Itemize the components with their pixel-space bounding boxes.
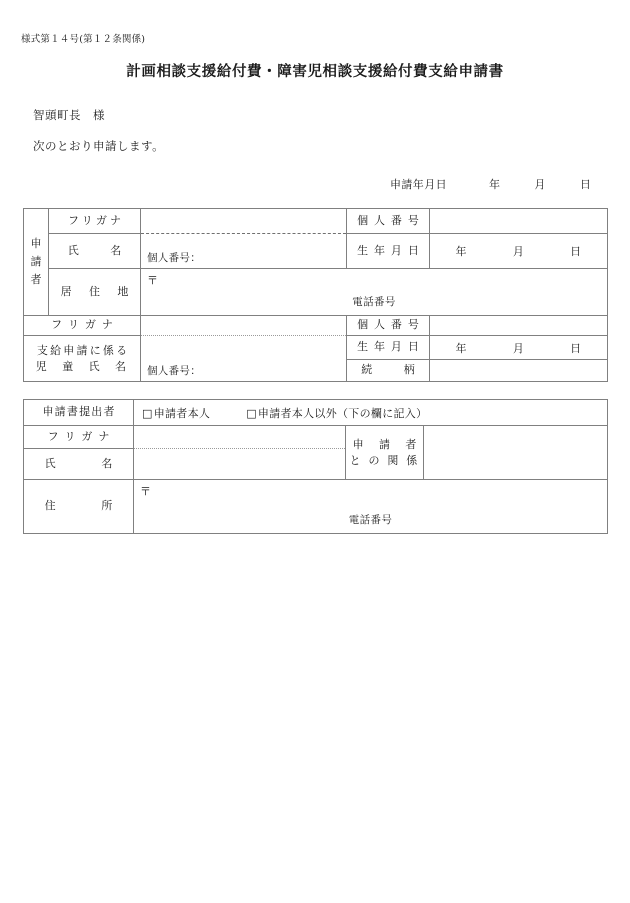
- submitter-relation-label-line1: 申 請 者: [352, 437, 419, 451]
- submitter-address-label-cell: [24, 480, 134, 534]
- submitter-option-other[interactable]: [246, 407, 427, 420]
- applicant-furigana-divider: [141, 233, 346, 234]
- applicant-my-number-value-cell[interactable]: [430, 209, 608, 234]
- application-date-month: 月: [534, 178, 546, 191]
- applicant-my-number-label: 個 人 番 号: [357, 213, 421, 227]
- applicant-section-label: 申 請 者: [30, 236, 42, 287]
- checkbox-icon[interactable]: □: [246, 406, 257, 420]
- child-my-number-label-cell: [347, 316, 430, 336]
- child-birthdate-ymd: [430, 340, 607, 356]
- applicant-birth-month: 月: [512, 245, 525, 258]
- submitter-options: [142, 405, 427, 421]
- applicant-birthdate-ymd: [430, 243, 607, 259]
- child-my-number-label: 個 人 番 号: [357, 318, 421, 332]
- page-title: 計画相談支援給付費・障害児相談支援給付費支給申請書: [126, 63, 504, 80]
- applicant-residence-value-cell[interactable]: [141, 269, 608, 316]
- submitter-relation-label-cell: [346, 426, 424, 480]
- submitter-relation-value-cell[interactable]: [424, 426, 608, 480]
- applicant-name-value-cell[interactable]: [141, 209, 347, 269]
- child-relation-label-cell: [347, 360, 430, 382]
- applicant-birth-day: 日: [570, 245, 582, 258]
- table-row: [24, 480, 608, 534]
- applicant-birthdate-label-cell: [347, 234, 430, 269]
- submitter-address-label: 住 所: [44, 499, 116, 513]
- applicant-name-label-cell: [49, 234, 141, 269]
- child-birth-month: 月: [512, 341, 525, 355]
- child-relation-value-cell[interactable]: [430, 360, 608, 382]
- submitter-furigana-label: フ リ ガ ナ: [47, 429, 111, 443]
- applicant-section-label-cell: [24, 209, 49, 316]
- table-row: [24, 269, 608, 316]
- applicant-furigana-label-cell: [49, 209, 141, 234]
- applicant-birthdate-value-cell[interactable]: [430, 234, 608, 269]
- application-date-label: 申請年月日: [390, 178, 447, 191]
- applicant-birth-year: 年: [455, 245, 467, 258]
- lead-sentence: 次のとおり申請します。: [33, 139, 165, 153]
- child-birthdate-label-cell: [347, 336, 430, 360]
- applicant-furigana-label: フリガナ: [67, 213, 125, 227]
- applicant-my-number-inline-label: 個人番号：: [147, 252, 201, 264]
- submitter-label: 申請書提出者: [42, 405, 116, 419]
- application-date-line: [390, 176, 591, 192]
- submitter-name-value-cell[interactable]: [134, 426, 346, 480]
- submitter-options-cell: [134, 400, 608, 426]
- application-date-year: 年: [489, 178, 501, 191]
- submitter-name-label-cell: [24, 449, 134, 480]
- child-name-label-line1: 支給申請に係る: [36, 343, 130, 357]
- submitter-furigana-label-cell: [24, 426, 134, 449]
- submitter-address-value-cell[interactable]: [134, 480, 608, 534]
- applicant-residence-label-cell: [49, 269, 141, 316]
- child-birthdate-label: 生 年 月 日: [357, 340, 421, 354]
- applicant-postal-mark: 〒: [147, 274, 159, 287]
- checkbox-icon[interactable]: □: [142, 406, 153, 420]
- form-number: 様式第１４号(第１２条関係): [21, 34, 146, 45]
- child-furigana-label: フ リ ガ ナ: [51, 318, 115, 332]
- table-row: [24, 426, 608, 449]
- applicant-phone-label: 電話番号: [352, 296, 396, 308]
- submitter-option-other-label: 申請者本人以外（下の欄に記入）: [257, 406, 428, 420]
- submitter-relation-label-line2: と の 関 係: [349, 453, 420, 467]
- submitter-furigana-divider: [134, 448, 345, 449]
- child-furigana-label-cell: [24, 316, 141, 336]
- table-row: [24, 400, 608, 426]
- child-birth-day: 日: [570, 341, 582, 355]
- applicant-name-label: 氏 名: [67, 243, 125, 257]
- submitter-label-cell: [24, 400, 134, 426]
- applicant-child-table: [23, 208, 608, 382]
- applicant-birthdate-label: 生 年 月 日: [357, 243, 421, 257]
- table-row: [24, 209, 608, 234]
- child-name-label-line2: 児 童 氏 名: [35, 359, 129, 373]
- child-my-number-inline-label: 個人番号：: [147, 365, 201, 377]
- submitter-option-self-label: 申請者本人: [153, 406, 211, 420]
- submitter-relation-label: [346, 437, 423, 469]
- child-relation-label: 続 柄: [361, 363, 418, 377]
- child-name-label-cell: [24, 336, 141, 382]
- submitter-table: [23, 399, 608, 534]
- child-birth-year: 年: [455, 341, 467, 355]
- submitter-postal-mark: 〒: [140, 485, 152, 498]
- submitter-name-label: 氏 名: [44, 456, 116, 470]
- applicant-residence-label: 居 住 地: [60, 284, 132, 298]
- application-date-day: 日: [579, 178, 592, 191]
- submitter-option-self[interactable]: [142, 407, 210, 420]
- submitter-phone-label: 電話番号: [348, 514, 393, 526]
- child-name-label: [24, 343, 140, 375]
- applicant-my-number-label-cell: [347, 209, 430, 234]
- addressee-line: 智頭町長 様: [33, 108, 105, 122]
- child-name-value-cell[interactable]: [141, 316, 347, 382]
- table-row: [24, 316, 608, 336]
- child-furigana-divider: [141, 335, 346, 336]
- child-my-number-value-cell[interactable]: [430, 316, 608, 336]
- child-birthdate-value-cell[interactable]: [430, 336, 608, 360]
